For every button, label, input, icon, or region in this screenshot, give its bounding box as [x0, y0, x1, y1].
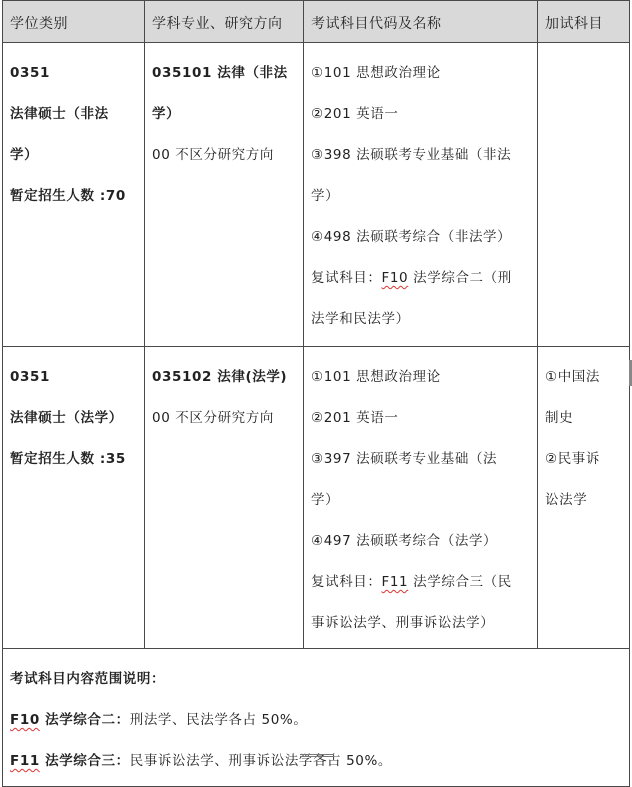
exam-item: ①101 思想政治理论 [311, 369, 441, 385]
note-text: 刑法学、民法学各占 50%。 [129, 712, 308, 728]
degree-name: 法律硕士（法学） [10, 410, 123, 426]
degree-code: 0351 [10, 65, 50, 81]
header-major: 学科专业、研究方向 [145, 1, 304, 43]
note-code: F11 [10, 753, 40, 769]
note-title: 法学综合三： [39, 753, 130, 769]
retest-code: F10 [381, 270, 409, 286]
retest-subject-cont: 法学和民法学） [311, 311, 410, 327]
exam-item: ②201 英语一 [311, 106, 399, 122]
exam-item: ③397 法硕联考专业基础（法 [311, 451, 498, 467]
major-name: 035102 法律(法学) [152, 369, 288, 385]
note-text: 民事诉讼法学、刑事诉讼法学各占 50%。 [129, 753, 393, 769]
enrollment-count: 暂定招生人数 :35 [10, 451, 126, 467]
extra-item: ①中国法 [545, 369, 601, 385]
retest-title: 法学综合二（刑 [408, 270, 512, 286]
extra-item: ②民事诉 [545, 451, 601, 467]
retest-subject [311, 561, 530, 602]
retest-title: 法学综合三（民 [408, 574, 512, 590]
degree-name: 法律硕士（非法 [10, 106, 109, 122]
retest-prefix: 复试科目： [311, 574, 382, 590]
note-item [10, 699, 622, 740]
extra-cell [538, 43, 630, 347]
major-name-cont: 学） [152, 106, 181, 122]
research-direction: 00 不区分研究方向 [152, 410, 274, 426]
notes-cell [3, 649, 630, 787]
note-code: F10 [10, 712, 40, 728]
admissions-table [2, 0, 630, 787]
notes-row [3, 649, 630, 787]
header-degree-type: 学位类别 [3, 1, 145, 43]
retest-subject-cont: 事诉讼法学、刑事诉讼法学） [311, 615, 495, 631]
notes-heading: 考试科目内容范围说明： [10, 671, 166, 687]
table-row [3, 347, 630, 649]
degree-cell [3, 43, 145, 347]
retest-prefix: 复试科目： [311, 270, 382, 286]
major-cell [145, 347, 304, 649]
exam-item-cont: 学） [311, 188, 340, 204]
retest-subject [311, 257, 530, 298]
research-direction: 00 不区分研究方向 [152, 147, 274, 163]
major-cell [145, 43, 304, 347]
exam-item-cont: 学） [311, 492, 340, 508]
exam-item: ③398 法硕联考专业基础（非法 [311, 147, 512, 163]
degree-name-cont: 学） [10, 147, 39, 163]
page-break-marker [300, 754, 334, 757]
exam-cell [304, 43, 538, 347]
table-row [3, 43, 630, 347]
exam-item: ①101 思想政治理论 [311, 65, 441, 81]
enrollment-count: 暂定招生人数 :70 [10, 188, 126, 204]
exam-cell [304, 347, 538, 649]
retest-code: F11 [381, 574, 409, 590]
header-extra-subjects: 加试科目 [538, 1, 630, 43]
extra-item-cont: 制史 [545, 410, 574, 426]
note-title: 法学综合二： [39, 712, 130, 728]
degree-code: 0351 [10, 369, 50, 385]
exam-item: ④497 法硕联考综合（法学） [311, 533, 498, 549]
extra-item-cont: 讼法学 [545, 492, 588, 508]
degree-cell [3, 347, 145, 649]
note-item [10, 740, 622, 781]
exam-item: ②201 英语一 [311, 410, 399, 426]
extra-cell [538, 347, 630, 649]
major-name: 035101 法律（非法 [152, 65, 288, 81]
exam-item: ④498 法硕联考综合（非法学） [311, 229, 512, 245]
header-exam-subjects: 考试科目代码及名称 [304, 1, 538, 43]
